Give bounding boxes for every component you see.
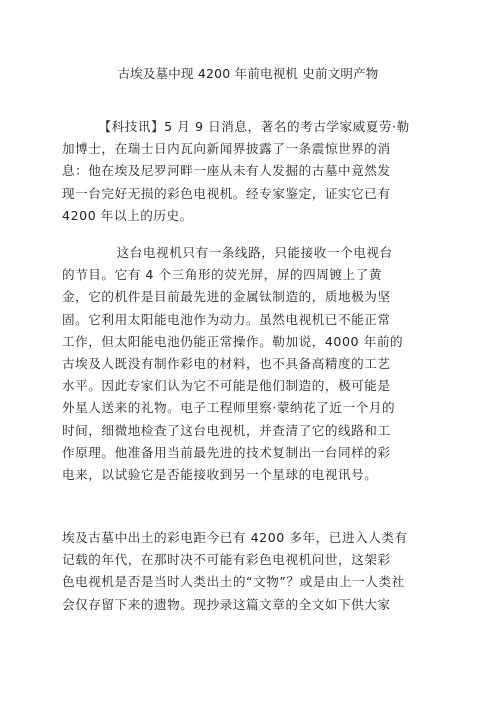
paragraph-tv-description: 这台电视机只有一条线路，只能接收一个电视台 的节目。它有 4 个三角形的荧光屏，屏的四周镀上了黄 金，它的机件是目前最先进的金属钛制造的，质地极为坚 固。它利用太阳能电池作为动力。虽然电视机已不能正常 工作，但太阳能电池仍能正常操作。勒加说，4000 年前的 古埃及人既没有制作彩电的材料，也不具备高精度的工艺 水平。因此专家们认为它不可能是他们制造的，极可能是 外星人送来的礼物。电子工程师里察·蒙纳花了近一个月的 时间，细微地检查了这台电视机，并查清了它的线路和工 作原理。他准备用当前最先进的技术复制出一台同样的彩 电来，以试验它是否能接收到另一个星球的电视讯号。 xyxy=(62,245,404,483)
article-title: 古埃及墓中现 4200 年前电视机 史前文明产物 xyxy=(117,66,379,81)
paragraph-commentary: 埃及古墓中出土的彩电距今已有 4200 多年，已进入人类有 记载的年代，在那时决不可能有彩色电视机问世，这架彩 色电视机是否是当时人类出土的“文物”？或是由上一人类社 会仅存留下来的遗物。现抄录这篇文章的全文如下供大家 xyxy=(62,530,408,612)
paragraph-lead: 【科技讯】5 月 9 日消息，著名的考古学家威夏劳·勒 加博士，在瑞士日内瓦向新闻界披露了一条震惊世界的消 息：他在埃及尼罗河畔一座从未有人发掘的古墓中竟然发 现一台完好无损的彩色电视机。经专家鉴定，证实它已有 4200 年以上的历史。 xyxy=(62,119,410,223)
